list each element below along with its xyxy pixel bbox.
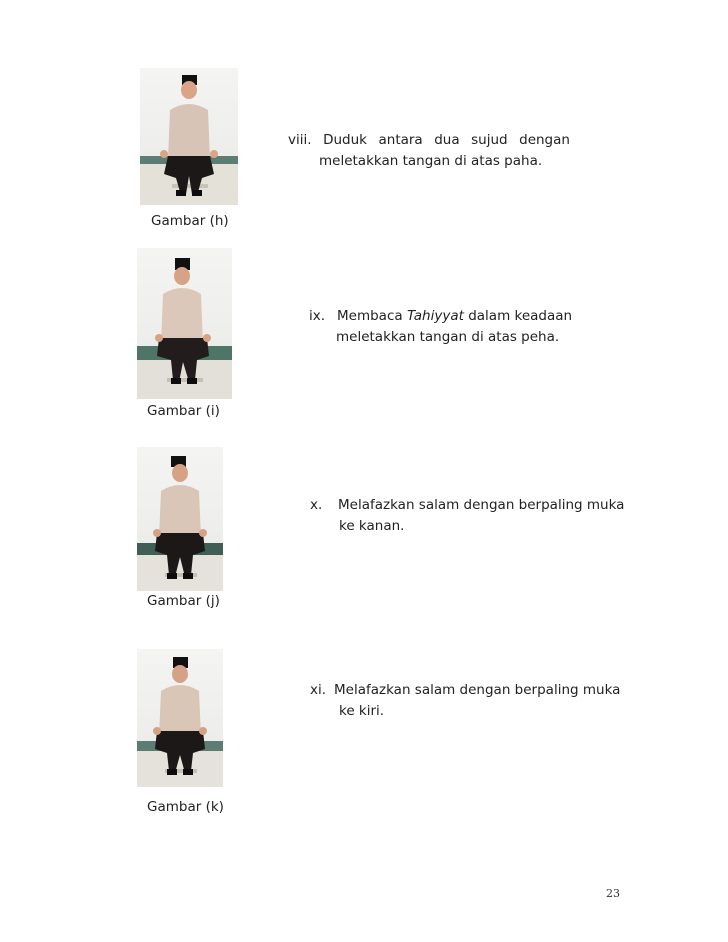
step-text: Melafazkan salam dengan berpaling muka bbox=[338, 497, 625, 513]
step-number: ix. bbox=[309, 308, 326, 324]
step-line: meletakkan tangan di atas paha. bbox=[319, 153, 543, 169]
step-x bbox=[310, 495, 624, 537]
step-ix bbox=[309, 306, 572, 348]
step-word: antara bbox=[378, 132, 423, 148]
step-number: x. bbox=[310, 497, 323, 513]
step-number: viii. bbox=[288, 132, 312, 148]
step-text: Melafazkan salam dengan berpaling muka bbox=[334, 682, 621, 698]
figure-j-photo bbox=[137, 447, 223, 591]
step-word: Duduk bbox=[323, 132, 367, 148]
figure-i-photo bbox=[137, 248, 232, 399]
step-text: Membaca bbox=[337, 308, 403, 324]
figure-i-caption: Gambar (i) bbox=[147, 403, 220, 419]
step-line: ke kiri. bbox=[339, 703, 385, 719]
step-number: xi. bbox=[310, 682, 327, 698]
step-word: dua bbox=[434, 132, 460, 148]
step-word: sujud bbox=[471, 132, 508, 148]
figure-k-caption: Gambar (k) bbox=[147, 799, 224, 815]
step-term: Tahiyyat bbox=[406, 308, 464, 324]
figure-h-caption: Gambar (h) bbox=[151, 213, 229, 229]
figure-h-photo bbox=[140, 68, 238, 205]
step-word: dengan bbox=[519, 132, 570, 148]
page-number: 23 bbox=[606, 887, 620, 900]
step-xi bbox=[310, 680, 620, 722]
step-line: ke kanan. bbox=[339, 518, 405, 534]
figure-j-caption: Gambar (j) bbox=[147, 593, 220, 609]
step-line: meletakkan tangan di atas peha. bbox=[336, 329, 560, 345]
step-text: dalam keadaan bbox=[468, 308, 573, 324]
step-viii bbox=[288, 130, 570, 172]
figure-k-photo bbox=[137, 649, 223, 787]
